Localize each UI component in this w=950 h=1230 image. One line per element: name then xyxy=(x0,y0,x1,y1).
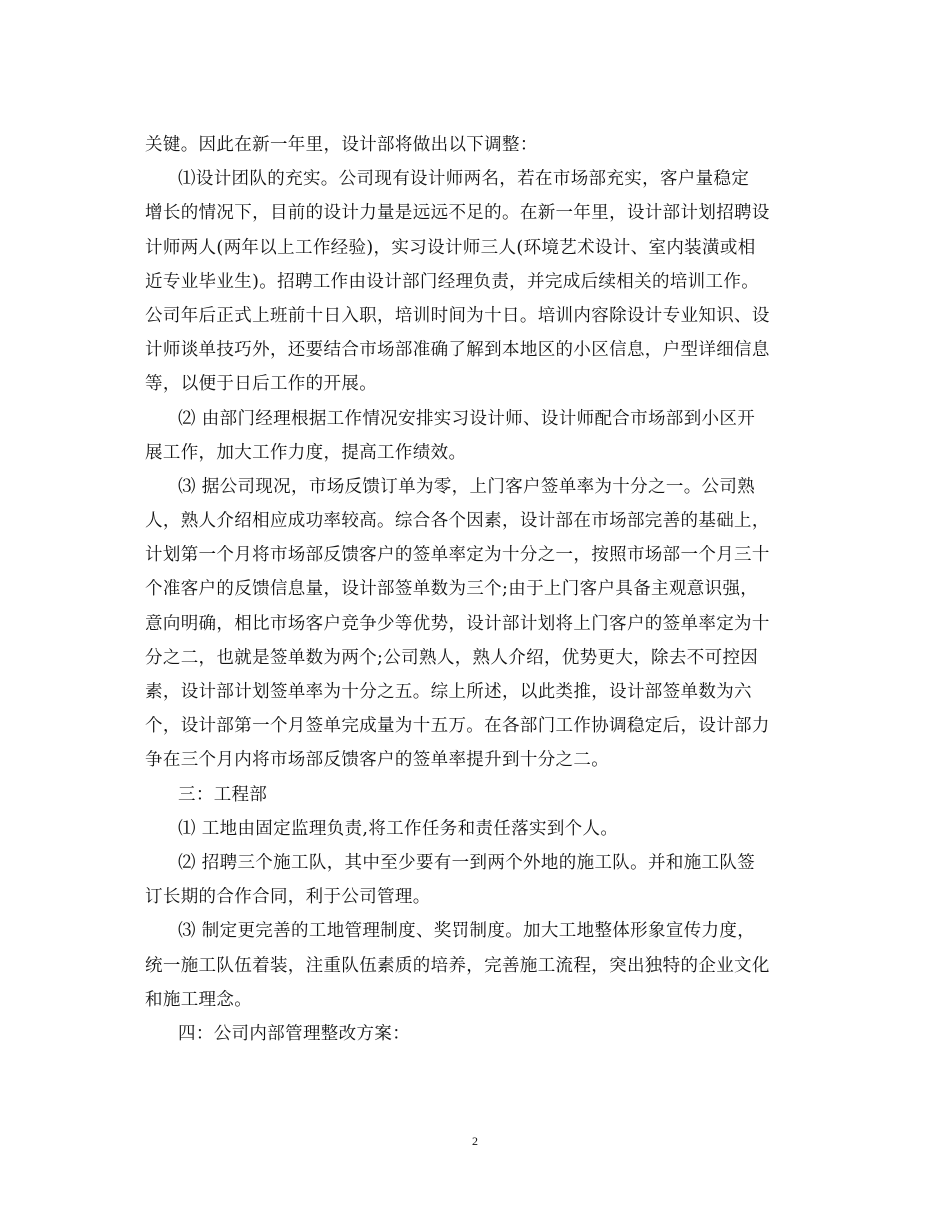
text-line: 展工作，加大工作力度，提高工作绩效。 xyxy=(145,442,467,463)
text-line: 计师谈单技巧外，还要结合市场部准确了解到本地区的小区信息，户型详细信息 xyxy=(145,340,770,361)
text-line: ⑵ 由部门经理根据工作情况安排实习设计师、设计师配合市场部到小区开 xyxy=(178,408,756,429)
text-line: ⑶ 制定更完善的工地管理制度、奖罚制度。加大工地整体形象宣传力度， xyxy=(178,921,756,942)
text-line: ⑴设计团队的充实。公司现有设计师两名，若在市场部充实，客户量稳定 xyxy=(178,169,750,190)
text-line: 近专业毕业生)。招聘工作由设计部门经理负责，并完成后续相关的培训工作。 xyxy=(145,271,760,292)
text-line: 个，设计部第一个月签单完成量为十五万。在各部门工作协调稳定后，设计部力 xyxy=(145,716,770,737)
text-line: 和施工理念。 xyxy=(145,989,253,1010)
text-line: 争在三个月内将市场部反馈客户的签单率提升到十分之二。 xyxy=(145,750,610,771)
text-line: 计师两人(两年以上工作经验)，实习设计师三人(环境艺术设计、室内装潢或相 xyxy=(145,237,756,258)
text-line: ⑵ 招聘三个施工队，其中至少要有一到两个外地的施工队。并和施工队签 xyxy=(178,852,756,873)
text-line: ⑴ 工地由固定监理负责,将工作任务和责任落实到个人。 xyxy=(178,818,619,839)
text-line: 分之二，也就是签单数为两个;公司熟人，熟人介绍，优势更大，除去不可控因 xyxy=(145,647,759,668)
section-heading: 三：工程部 xyxy=(178,784,268,805)
text-line: 人，熟人介绍相应成功率较高。综合各个因素，设计部在市场部完善的基础上， xyxy=(145,511,770,532)
text-line: 关键。因此在新一年里，设计部将做出以下调整： xyxy=(145,135,538,155)
text-line: 等，以便于日后工作的开展。 xyxy=(145,374,378,395)
text-line: 公司年后正式上班前十日入职，培训时间为十日。培训内容除设计专业知识、设 xyxy=(145,305,770,326)
section-heading: 四：公司内部管理整改方案： xyxy=(178,1023,411,1044)
text-line: 统一施工队伍着装，注重队伍素质的培养，完善施工流程，突出独特的企业文化 xyxy=(145,955,770,976)
text-line: 计划第一个月将市场部反馈客户的签单率定为十分之一，按照市场部一个月三十 xyxy=(145,545,770,566)
text-line: 订长期的合作合同，利于公司管理。 xyxy=(145,887,431,908)
text-line: 增长的情况下，目前的设计力量是远远不足的。在新一年里，设计部计划招聘设 xyxy=(145,203,770,224)
document-body xyxy=(145,128,805,1051)
text-line: 素，设计部计划签单率为十分之五。综上所述，以此类推，设计部签单数为六 xyxy=(145,682,752,702)
text-line: 个准客户的反馈信息量，设计部签单数为三个;由于上门客户具备主观意识强， xyxy=(145,579,759,600)
text-line: 意向明确，相比市场客户竞争少等优势，设计部计划将上门客户的签单率定为十 xyxy=(145,613,770,634)
page-number: 2 xyxy=(472,1134,478,1148)
text-line: ⑶ 据公司现况，市场反馈订单为零，上门客户签单率为十分之一。公司熟 xyxy=(178,476,756,497)
